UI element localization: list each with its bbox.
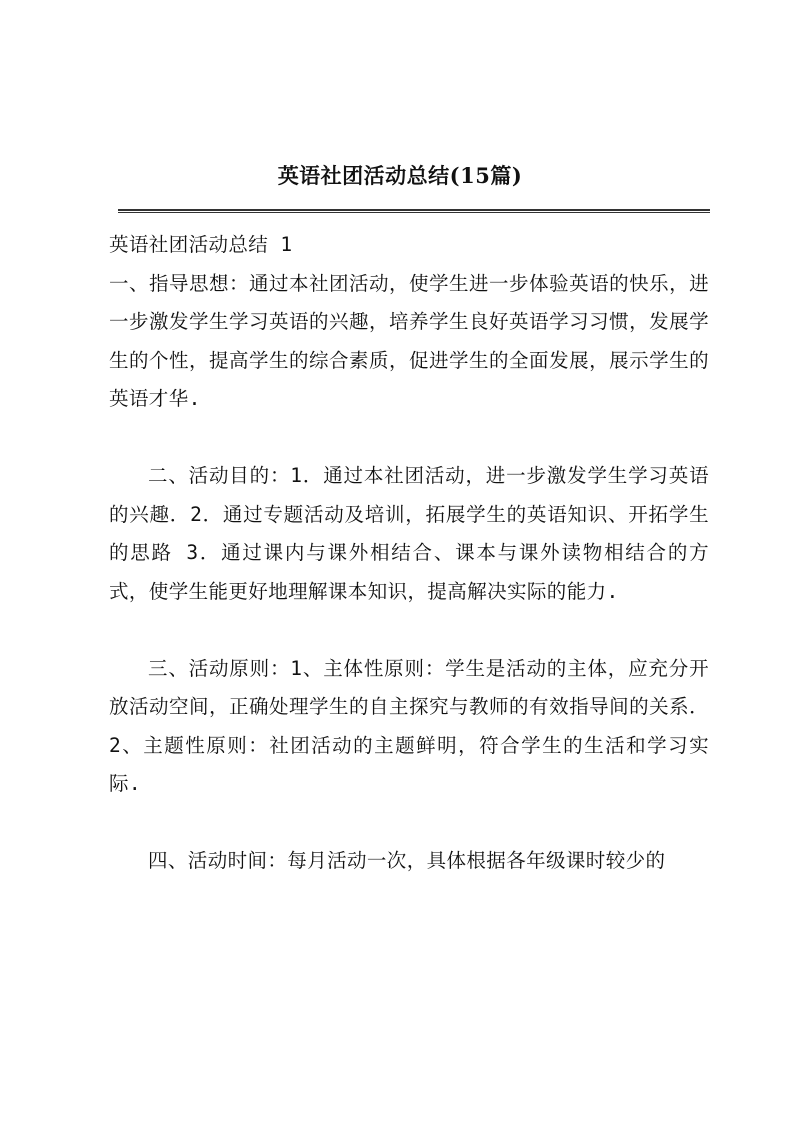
title-divider [118, 209, 710, 213]
paragraph-activity-purpose: 二、活动目的：1．通过本社团活动，进一步激发学生学习英语的兴趣．2．通过专题活动及培训，拓展学生的英语知识、开拓学生的思路 3．通过课内与课外相结合、课本与课外读物相结合的方式，使学生能更好地理解课本知识，提高解决实际的能力. [109, 464, 709, 603]
paragraph-spacer [109, 611, 709, 650]
paragraph-guiding-thought: 一、指导思想：通过本社团活动，使学生进一步体验英语的快乐，进一步激发学生学习英语的兴趣，培养学生良好英语学习习惯，发展学生的个性，提高学生的综合素质，促进学生的全面发展，展示学生的英语才华. [109, 271, 709, 410]
document-body [109, 226, 709, 881]
paragraph-activity-principles: 三、活动原则：1、主体性原则：学生是活动的主体，应充分开放活动空间，正确处理学生的自主探究与教师的有效指导间的关系．2、主题性原则：社团活动的主题鲜明，符合学生的生活和学习实际. [109, 656, 709, 795]
paragraph-spacer [109, 419, 709, 458]
section-heading: 英语社团活动总结 1 [109, 233, 293, 256]
paragraph-activity-time: 四、活动时间：每月活动一次，具体根据各年级课时较少的 [148, 849, 666, 872]
document-title: 英语社团活动总结(15篇) [277, 163, 523, 188]
paragraph-spacer [109, 804, 709, 843]
